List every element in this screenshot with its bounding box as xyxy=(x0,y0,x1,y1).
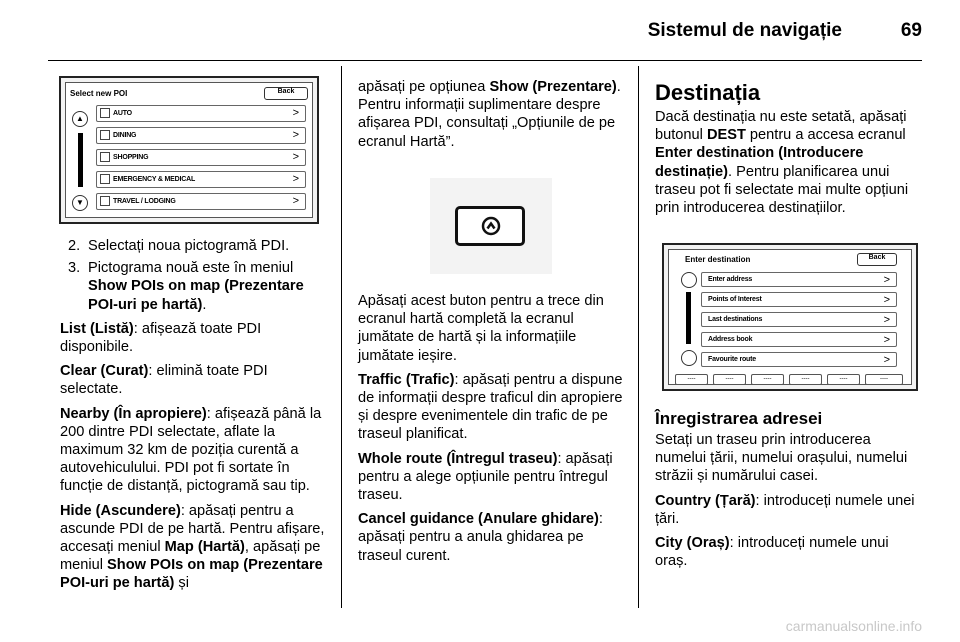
favourite-route-row[interactable]: Favourite route > xyxy=(701,352,897,367)
column-divider xyxy=(341,66,342,608)
screen-display xyxy=(668,249,912,385)
poi-screen-figure xyxy=(59,76,319,224)
column-2-lower xyxy=(358,292,626,571)
poi-category-auto[interactable] xyxy=(96,105,306,122)
column-divider xyxy=(638,66,639,608)
back-button[interactable]: Back xyxy=(264,87,308,100)
column-1 xyxy=(60,237,328,599)
row-label: DINING xyxy=(113,132,137,139)
row-label: AUTO xyxy=(113,110,132,117)
bottom-bar-button[interactable]: ---- xyxy=(675,374,708,385)
last-destinations-row[interactable]: Last destinations > xyxy=(701,312,897,327)
paragraph-whole-route: Whole route (Întregul traseu): apăsați pentru a alege opțiunile pentru întregul traseu. xyxy=(358,450,613,504)
address-book-row[interactable]: Address book > xyxy=(701,332,897,347)
chevron-right-icon: > xyxy=(883,354,890,366)
row-label: EMERGENCY & MEDICAL xyxy=(113,176,196,183)
chevron-right-icon: > xyxy=(883,334,890,346)
chevron-right-icon: > xyxy=(292,195,299,207)
paragraph-clear: Clear (Curat): elimină toate PDI selectate. xyxy=(60,363,268,398)
screen-title: Enter destination xyxy=(685,255,751,264)
scroll-down-button[interactable]: ▼ xyxy=(72,195,88,211)
bottom-bar-button[interactable]: ---- xyxy=(789,374,822,385)
scroll-up-button[interactable]: ▲ xyxy=(72,111,88,127)
screen-display xyxy=(65,82,313,218)
paragraph-show: apăsați pe opțiunea Show (Prezentare). Pentru informații suplimentare despre afișarea PDI, consultați „Opțiunile de pe ecranul Hartă”. xyxy=(358,79,621,150)
page-number: 69 xyxy=(900,20,922,41)
steps-list xyxy=(60,237,328,314)
paragraph-country: Country (Țară): introduceți numele unei țări. xyxy=(655,492,915,527)
back-button[interactable]: Back xyxy=(857,253,897,266)
chevron-right-icon: > xyxy=(292,107,299,119)
lodging-icon xyxy=(100,196,110,206)
chevron-right-icon: > xyxy=(292,151,299,163)
scroll-up-button[interactable] xyxy=(681,272,697,288)
map-toggle-figure xyxy=(430,178,552,274)
paragraph-registration: Setați un traseu prin introducerea numelui țării, numelui orașului, numelui străzii și numărului casei. xyxy=(655,432,908,485)
paragraph-nearby: Nearby (În apropiere): afișează până la 200 dintre PDI selectate, aflate la maximum 32 km de poziția curentă a autovehiculului. PDI pot fi sortate în funcție de distanță, pictogramă sau tip. xyxy=(60,405,322,495)
screen-title: Select new POI xyxy=(70,89,128,98)
chevron-right-icon: > xyxy=(883,294,890,306)
poi-category-travel[interactable] xyxy=(96,193,306,210)
paragraph-hide: Hide (Ascundere): apăsați pentru a ascunde PDI de pe hartă. Pentru afișare, accesați meniul Map (Hartă), apăsați pe meniul Show POIs on map (Prezentare POI-uri pe hartă) și xyxy=(60,502,325,592)
dining-icon xyxy=(100,130,110,140)
map-toggle-button[interactable] xyxy=(455,206,525,246)
subsection-heading: Înregistrarea adresei xyxy=(655,409,823,428)
section-heading: Destinația xyxy=(655,80,761,105)
bottom-bar-button[interactable]: ---- xyxy=(827,374,860,385)
paragraph-list: List (Listă): afișează toate PDI disponibile. xyxy=(60,320,262,356)
points-of-interest-row[interactable]: Points of Interest > xyxy=(701,292,897,307)
bottom-bar-button[interactable]: ---- xyxy=(713,374,746,385)
page-title: Sistemul de navigație xyxy=(647,20,842,41)
step-item: 3. Pictograma nouă este în meniul Show POIs on map (Prezentare POI-uri pe hartă). xyxy=(68,260,304,313)
chevron-right-icon: > xyxy=(292,129,299,141)
column-2 xyxy=(358,78,626,157)
row-label: TRAVEL / LODGING xyxy=(113,198,176,205)
enter-address-row[interactable]: Enter address > xyxy=(701,272,897,287)
scrollbar[interactable] xyxy=(686,292,691,344)
car-icon xyxy=(100,108,110,118)
map-toggle-icon xyxy=(481,216,501,236)
shopping-icon xyxy=(100,152,110,162)
poi-category-dining[interactable] xyxy=(96,127,306,144)
column-3-lower xyxy=(655,409,921,576)
row-label: SHOPPING xyxy=(113,154,149,161)
scrollbar[interactable] xyxy=(78,133,83,187)
chevron-right-icon: > xyxy=(883,314,890,326)
paragraph-button-desc: Apăsați acest buton pentru a trece din ecranul hartă completă la ecranul jumătate de hartă și la informațiile jumătate ieșire. xyxy=(358,293,604,364)
medical-icon xyxy=(100,174,110,184)
bottom-bar-button[interactable]: ---- xyxy=(751,374,784,385)
watermark: carmanualsonline.info xyxy=(785,618,922,634)
paragraph-cancel-guidance: Cancel guidance (Anulare ghidare): apăsați pentru a anula ghidarea pe traseul curent. xyxy=(358,511,603,564)
paragraph-traffic: Traffic (Trafic): apăsați pentru a dispune de informații despre traficul din apropiere și despre evenimentele din trafic de pe traseul planificat. xyxy=(358,371,623,443)
poi-category-emergency[interactable] xyxy=(96,171,306,188)
chevron-right-icon: > xyxy=(883,274,890,286)
poi-category-shopping[interactable] xyxy=(96,149,306,166)
paragraph-intro: Dacă destinația nu este setată, apăsați butonul DEST pentru a accesa ecranul Enter destination (Introducere destinație). Pentru planificarea unui traseu pot fi selectate mai multe opțiuni prin introducerea destinațiilor. xyxy=(655,109,909,217)
chevron-right-icon: > xyxy=(292,173,299,185)
header-rule xyxy=(48,60,922,61)
page-header xyxy=(0,0,960,52)
destination-screen-figure xyxy=(662,243,918,391)
bottom-bar-button[interactable]: ---- xyxy=(865,374,903,385)
paragraph-city: City (Oraș): introduceți numele unui oraș. xyxy=(655,535,889,570)
column-3 xyxy=(655,80,921,223)
scroll-down-button[interactable] xyxy=(681,350,697,366)
step-item: 2. Selectați noua pictogramă PDI. xyxy=(68,238,290,254)
